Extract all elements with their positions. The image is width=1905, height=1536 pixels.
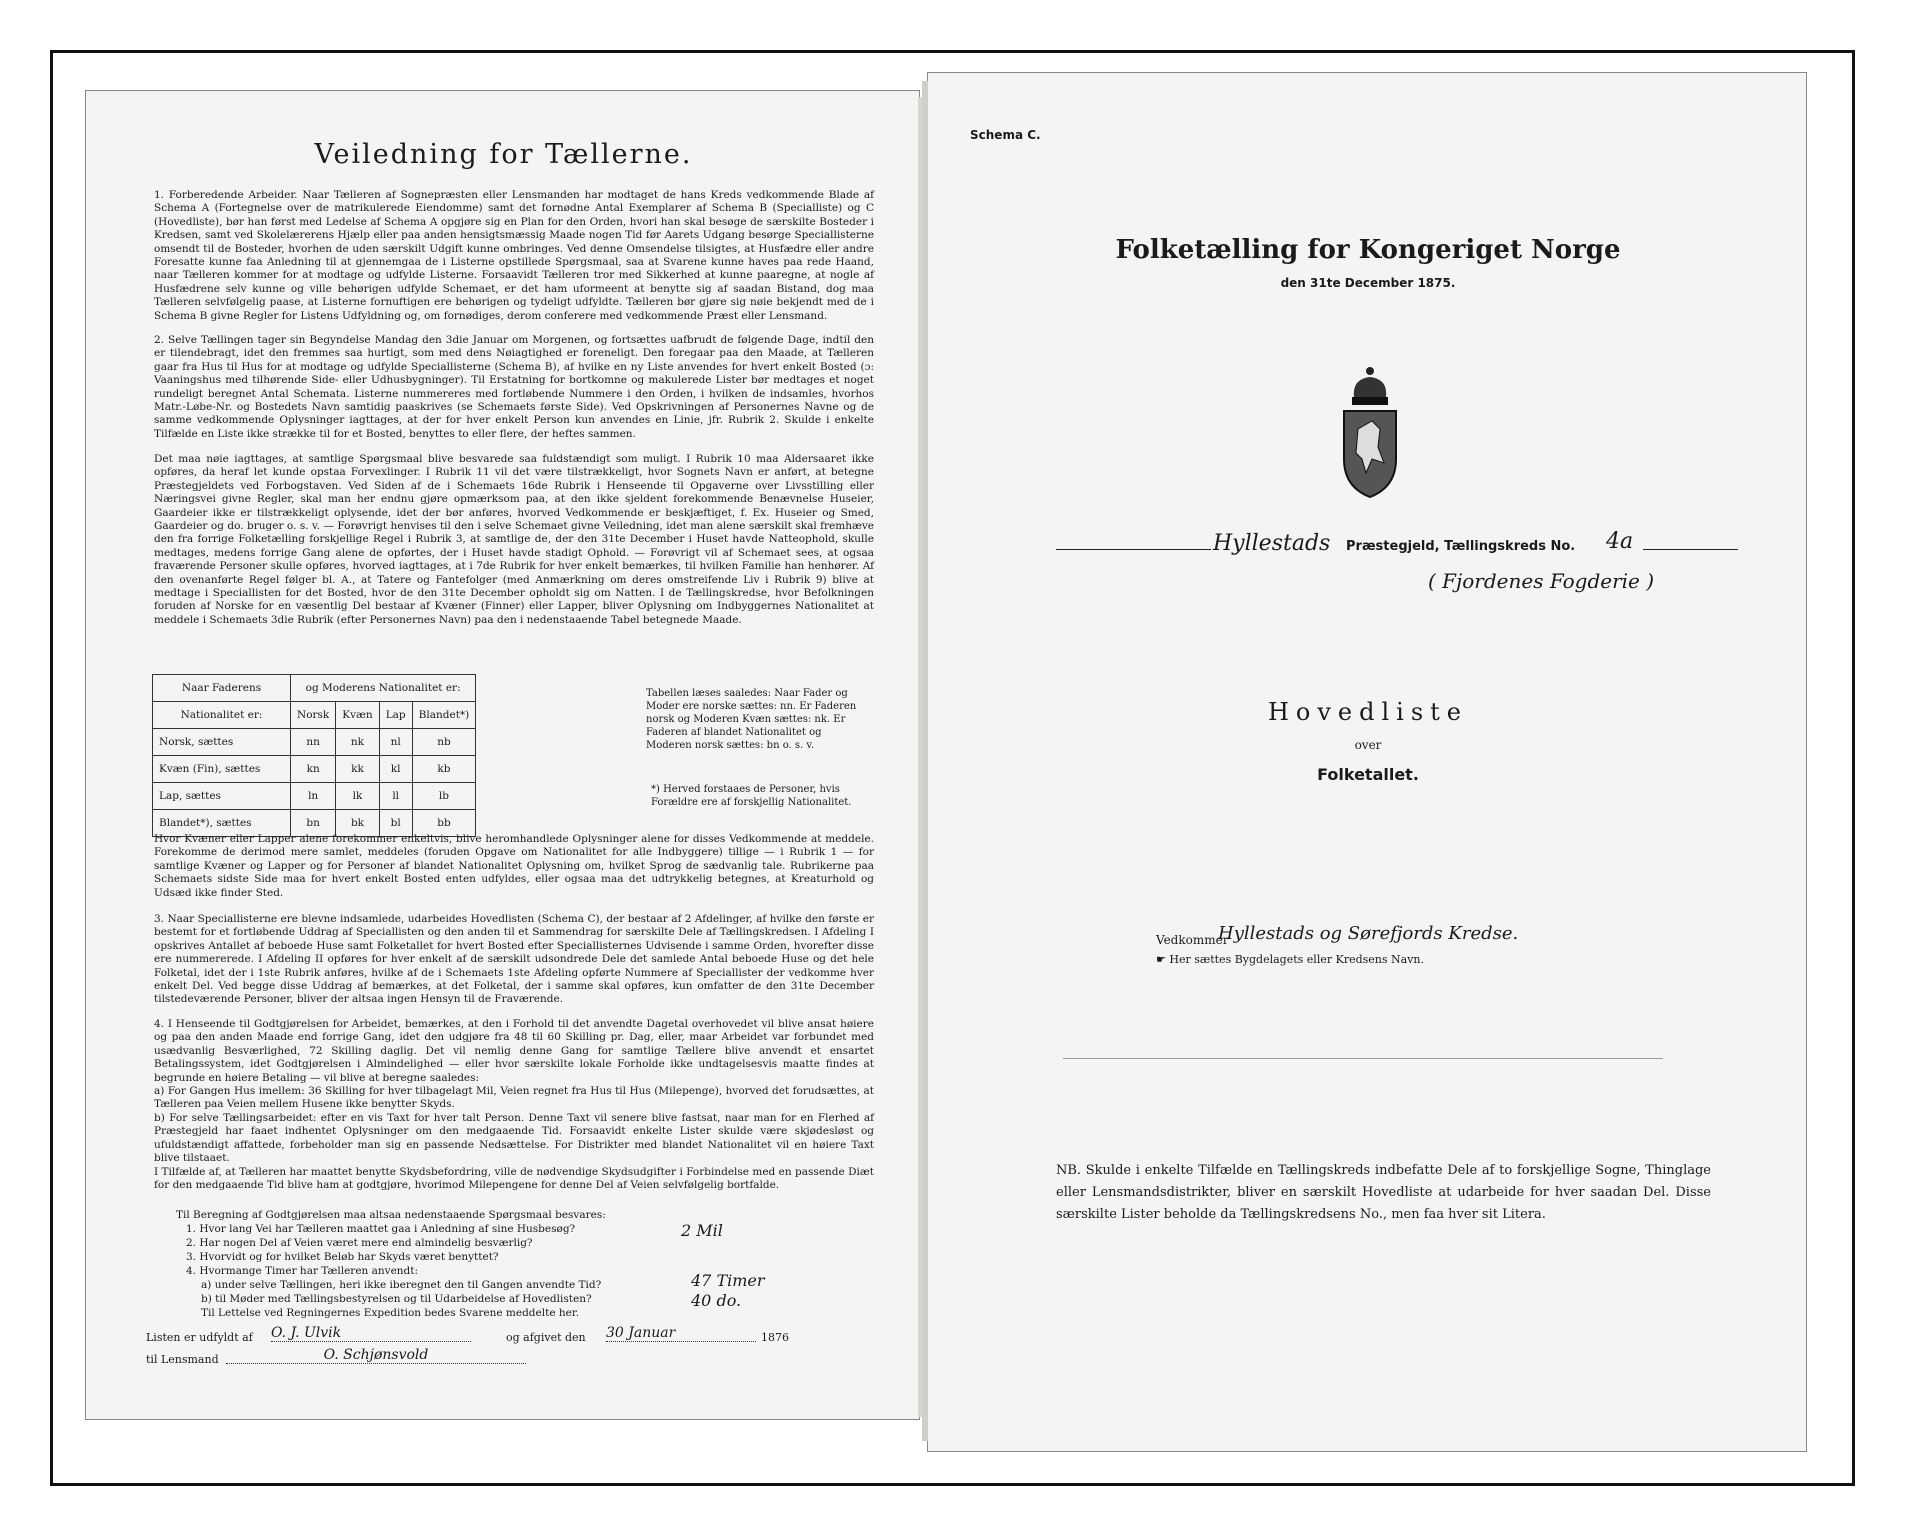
pointing-hand-icon: ☛ [1156,953,1166,966]
question-4a: a) under selve Tællingen, heri ikke iberegnet den til Gangen anvendte Tid? [201,1279,602,1291]
table-row [153,783,476,810]
table-footnote: *) Herved forstaaes de Personer, hvis Forældre ere af forskjellig Nationalitet. [651,784,852,808]
question-4: 4. Hvormange Timer har Tælleren anvendt: [186,1265,419,1277]
delivered-prefix: og afgivet den [506,1331,586,1344]
parish-name: Hyllestads [1213,531,1331,556]
schema-label: Schema C. [970,128,1041,142]
table-header-mother: og Moderens Nationalitet er: [291,675,476,702]
left-page-instructions [85,90,920,1420]
table-cell: ln [291,783,336,810]
section-2-kvaener-lapper: Hvor Kvæner eller Lapper alene forekommer enkeltvis, blive heromhandlede Oplysninger alene for disses Vedkommende at meddele. Forekomme de derimod mere samlet, meddeles (foruden Opgave om Nationalitet for alle Indbyggere) tillige — i Rubrik 1 — for samtlige Kvæner og Lapper og for Personer af blandet Nationalitet Oplysning om, hvilket Sprog de sædvanlig tale. Rubrikerne paa Schemaets sidste Side maa for hvert enkelt Bosted enten udfyldes, eller ogsaa maa det udtrykkelig betegnes, at Kreaturhold og Udsæd ikke finder Sted. [154,833,874,899]
question-3: 3. Hvorvidt og for hvilket Beløb har Skyds været benyttet? [186,1251,499,1263]
folketallet-heading: Folketallet. [1317,765,1419,784]
section-4-payment: 4. I Henseende til Godtgjørelsen for Arbeidet, bemærkes, at den i Forhold til det anvendte Dagetal overhovedet vil blive ansat høiere og paa den anden Maade end forrige Gang, idet den udgjøre fra 48 til 60 Skilling pr. Dag, eller, maar Arbeidet var forbundet med usædvanlig Besværlighed, 72 Skilling daglig. Det vil nemlig denne Gang for samtlige Tællere blive anvendt et ensartet Betalingssystem, idet Godtgjørelsen i Almindelighed — eller hvor særskilte lokale Forholde ikke undtagelsesvis maatte findes at begrunde en høiere Betaling — vil blive at beregne saaledes: [154,1018,874,1084]
vedkommer-name: Hyllestads og Sørefjords Kredse. [1218,923,1519,944]
right-page-cover [927,72,1807,1452]
table-col-blandet: Blandet*) [412,702,476,729]
section-3-hovedliste: 3. Naar Speciallisterne ere blevne indsamlede, udarbeides Hovedlisten (Schema C), der bestaar af 2 Afdelinger, af hvilke den første er bestemt for et fortløbende Uddrag af Speciallisten og den anden til et Sammendrag for særskilte Dele af Tællingskredsen. I Afdeling I opskrives Antallet af beboede Huse samt Folketallet for hvert Bosted efter Speciallisternes Udvisende i samme Orden, hvorefter disse ere nummererede. I Afdeling II opføres for hver enkelt af de særskilt udsondrede Dele det samlede Antal beboede Huse og det hele Folketal, idet der i 1ste Rubrik anføres, hvilke af de i Schemaets 1ste Afdeling opførte Nummere af Speciallister der vedkomme hver enkelt Del. Ved begge disse Uddrag af bemærkes, at det Folketal, der i samme skal opføres, kun omfatter de den 31te December tilstedeværende Personer, bliver der altsaa ingen Hensyn til de Fraværende. [154,913,874,1006]
coat-of-arms-icon [1332,363,1408,503]
table-row [153,729,476,756]
instructions-title: Veiledning for Tællerne. [314,139,693,170]
table-row-label: Lap, sættes [153,783,291,810]
lensmand-name: O. Schjønsvold [226,1347,526,1364]
fogderi-name: ( Fjordenes Fogderie ) [1428,569,1655,593]
answer-distance: 2 Mil [681,1221,723,1240]
table-cell: nb [412,729,476,756]
lensmand-prefix: til Lensmand [146,1353,219,1366]
table-col-norsk: Norsk [291,702,336,729]
nb-note: NB. Skulde i enkelte Tilfælde en Tællingskreds indbefatte Dele af to forskjellige Sogne, Thinglage eller Lensmandsdistrikter, bliver en særskilt Hovedliste at udarbeide for hver saadan Del. Disse særskilte Lister beholde da Tællingskredsens No., men faa hver sit Litera. [1056,1163,1711,1222]
questions-intro: Til Beregning af Godtgjørelsen maa altsaa nedenstaaende Spørgsmaal besvares: [176,1209,606,1221]
section-4a-walking: a) For Gangen Hus imellem: 36 Skilling for hver tilbagelagt Mil, Veien regnet fra Hus til Hus (Milepenge), hvorved det forudsættes, at Tælleren paa Veien mellem Husene ikke benytter Skyds. [154,1085,874,1111]
table-cell: ll [379,783,412,810]
table-cell: kl [379,756,412,783]
table-header-father: Naar Faderens [153,675,291,702]
signed-by-prefix: Listen er udfyldt af [146,1331,253,1344]
table-cell: lk [336,783,379,810]
section-2-counting: 2. Selve Tællingen tager sin Begyndelse Mandag den 3die Januar om Morgenen, og fortsættes uafbrudt de følgende Dage, indtil den er tilendebragt, idet den fremmes saa hurtigt, som med dens Nøiagtighed er foreneligt. Den foregaar paa den Maade, at Tælleren gaar fra Hus til Hus for at modtage og udfylde Speciallisterne (Schema B), af hvilke en ny Liste anvendes for hvert enkelt Bosted (ɔ: Vaaningshus med tilhørende Side- eller Udhusbygninger). Til Erstatning for bortkomne og makulerede Lister bør medtages et noget rundeligt beregnet Antal Schemata. Listerne nummereres med fortløbende Nummere i den Orden, i hvilken de indsamles, hvorhos Matr.-Løbe-Nr. og Bostedets Navn samtidig paaskrives (se Schemaets første Side). Ved Opskrivningen af Personernes Navne og de samme vedkommende Oplysninger iagttages, at der for hver enkelt Person kun anvendes en Linie, jfr. Rubrik 2. Skulde i enkelte Tilfælde en Liste ikke strække til for et Bosted, benyttes to eller flere, der heftes sammen. [154,334,874,440]
table-row [153,756,476,783]
nationality-table-wrapper [152,674,476,837]
delivered-date: 30 Januar [606,1325,756,1342]
table-row-label: Kvæn (Fin), sættes [153,756,291,783]
table-cell: kb [412,756,476,783]
cover-date: den 31te December 1875. [1280,276,1456,290]
table-cell: nl [379,729,412,756]
section-4b-counting-work: b) For selve Tællingsarbeidet: efter en vis Taxt for hver talt Person. Denne Taxt vil senere blive fastsat, naar man for en Flerhed af Præstegjeld har faaet indhentet Oplysninger om den medgaaende Tid. Forsaavidt enkelte Lister skulde være skjødesløst og ufuldstændigt affattede, forbeholder man sig en passende Nedsættelse. For Distrikter med blandet Nationalitet vil en høiere Taxt blive tilstaaet. [154,1112,874,1165]
table-cell: kk [336,756,379,783]
section-2-details: Det maa nøie iagttages, at samtlige Spørgsmaal blive besvarede saa fuldstændigt som muligt. I Rubrik 10 maa Aldersaaret ikke opføres, da heraf let kunde opstaa Forvexlinger. I Rubrik 11 vil det være tilstrækkeligt, hvor Sognets Navn er anført, at betegne Præstegjeldets ved Forbogstaven. Ved Siden af de i Schemaets 16de Rubrik i Henseende til Opgaverne over Livsstilling eller Næringsvei givne Regler, skal man her endnu gjøre opmærksom paa, at den ikke sjeldent forekommende Benævnelse Huseier, Gaardeier ikke er tilstrækkeligt oplysende, idet der bør anføres, hvorved Vedkommende er beskjæftiget, f. Ex. Huseier og Smed, Gaardeier og do. bruger o. s. v. — Forøvrigt henvises til den i selve Schemaet givne Veiledning, idet man alene særskilt skal fremhæve den fra forrige Folketælling forskjellige Regel i Rubrik 3, at samtlige de, der den 31te December i Huset havde Natteophold, skulle medtages, medens forrige Gang alene de opførtes, der i Huset havde stadigt Ophold. — Forøvrigt vil af Schemaet sees, at ogsaa fraværende Personer skulle opføres, hvorved iagttages, at i 7de Rubrik for hver enkelt bemærkes, til hvilken Familie han henhører. Af den ovenanførte Regel følger bl. A., at Tatere og Fantefolger (med Anmærkning om deres omstreifende Liv i Rubrik 9) blive at medtage i Speciallisten for det Bosted, hvor de den 31te December opholdt sig om Natten. I de Tællingskredse, hvor Befolkningen foruden af Norske for en væsentlig Del bestaar af Kvæner (Finner) eller Lapper, bliver Oplysning om Indbyggernes Nationalitet at meddele i Schemaets 3die Rubrik (efter Personernes Navn) paa den i nedenstaaende Tabel betegnede Maade. [154,453,874,626]
delivered-year: 1876 [761,1331,789,1344]
table-row-label: Blandet*), sættes [153,810,291,837]
hint-line [1156,953,1424,966]
signed-by-name: O. J. Ulvik [271,1325,471,1342]
table-cell: bl [379,810,412,837]
table-header-nationality: Nationalitet er: [153,702,291,729]
answer-hours-counting: 47 Timer [691,1271,765,1290]
hint-text: Her sættes Bygdelagets eller Kredsens Navn. [1169,953,1424,966]
table-reading-note: Tabellen læses saaledes: Naar Fader og Moder ere norske sættes: nn. Er Faderen norsk og Moderen Kvæn sættes: nk. Er Faderen af blandet Nationalitet og Moderen norsk sættes: bn o. s. v. [646,688,857,751]
table-cell: lb [412,783,476,810]
over-label: over [1354,738,1382,752]
question-note: Til Lettelse ved Regningernes Expedition bedes Svarene meddelte her. [201,1307,580,1319]
table-cell: bb [412,810,476,837]
table-cell: nn [291,729,336,756]
vedkommer-label: Vedkommer [1156,933,1229,947]
answer-hours-meetings: 40 do. [691,1291,742,1310]
divider [1063,1058,1663,1059]
nationality-table [152,674,476,837]
parish-line-lead [1056,549,1211,550]
table-cell: bn [291,810,336,837]
table-col-kvaen: Kvæn [336,702,379,729]
question-2: 2. Har nogen Del af Veien været mere end almindelig besværlig? [186,1237,533,1249]
question-1: 1. Hvor lang Vei har Tælleren maattet gaa i Anledning af sine Husbesøg? [186,1223,576,1235]
section-1-preparatory-work: 1. Forberedende Arbeider. Naar Tælleren af Sognepræsten eller Lensmanden har modtaget de hans Kreds vedkommende Blade af Schema A (Fortegnelse over de matrikulerede Eiendomme) samt det fornødne Antal Exemplarer af Schema B (Specialliste) og C (Hovedliste), bør han først med Ledelse af Schema A opgjøre sig en Plan for den Orden, hvori han skal besøge de særskilte Bosteder i Kredsen, samt ved Skolelærerens Hjælp eller paa anden hensigtsmæssig Maade nogen Tid før Aarets Udgang besørge Speciallisterne omsendt til de Bosteder, hvorhen de uden særskilt Udgift kunne ombringes. Ved denne Omsendelse tilsigtes, at Husfædre eller andre Foresatte kunne faa Anledning til at gjennemgaa de i Listerne opstillede Spørgsmaal, saa at Svarene kunne haves paa rede Haand, naar Tælleren kommer for at modtage og udfylde Listerne. Forsaavidt Tælleren tror med Sikkerhed at kunne paaregne, at nogle af Husfædrene selv kunne og ville behørigen udfylde Schemaet, er det ham uformeent at benytte sig af saadan Bistand, dog maa Tælleren selvfølgelig paase, at Listerne fornuftigen ere behørigen og tydeligt udfyldte. Tælleren bør gjøre sig nøie bekjendt med de i Schema B givne Regler for Listens Udfyldning og, om fornødiges, derom conferere med vedkommende Præst eller Lensmand. [154,189,874,322]
table-row-label: Norsk, sættes [153,729,291,756]
table-col-lap: Lap [379,702,412,729]
question-4b: b) til Møder med Tællingsbestyrelsen og til Udarbeidelse af Hovedlisten? [201,1293,592,1305]
table-cell: bk [336,810,379,837]
section-4c-transport: I Tilfælde af, at Tælleren har maattet benytte Skydsbefordring, ville de nødvendige Skydsudgifter i Forbindelse med en passende Diæt for den medgaaende Tid blive ham at godtgjøre, hvorimod Milepengene for denne Del af Veien selvfølgelig bortfalde. [154,1166,874,1192]
table-cell: kn [291,756,336,783]
table-cell: nk [336,729,379,756]
parish-label: Præstegjeld, Tællingskreds No. [1346,539,1576,554]
cover-title: Folketælling for Kongeriget Norge [1115,235,1621,265]
district-line [1643,549,1738,550]
district-number: 4a [1606,529,1634,554]
hovedliste-heading: Hovedliste [1267,698,1469,726]
